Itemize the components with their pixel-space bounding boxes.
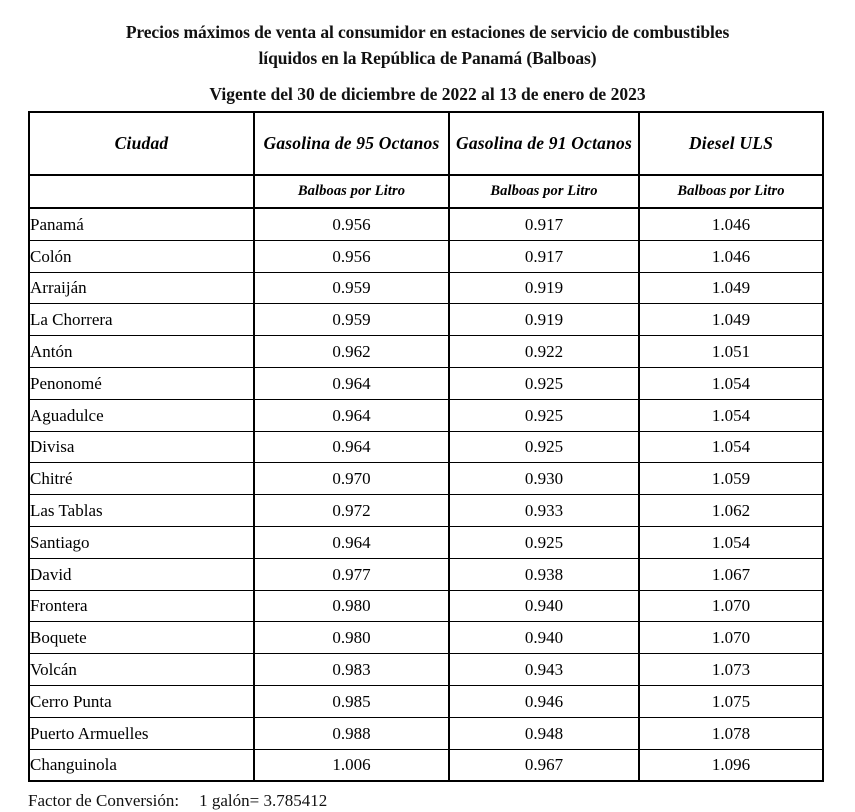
- unit-header-gasoline-91: Balboas por Litro: [449, 175, 639, 208]
- cell-diesel: 1.046: [639, 208, 823, 240]
- cell-city: Volcán: [29, 654, 254, 686]
- cell-diesel: 1.054: [639, 526, 823, 558]
- cell-gasoline-91: 0.938: [449, 558, 639, 590]
- cell-diesel: 1.070: [639, 590, 823, 622]
- cell-gasoline-95: 0.964: [254, 399, 449, 431]
- table-row: [29, 495, 823, 527]
- cell-gasoline-91: 0.919: [449, 272, 639, 304]
- table-body: [29, 208, 823, 781]
- cell-gasoline-95: 0.964: [254, 431, 449, 463]
- table-row: [29, 463, 823, 495]
- cell-diesel: 1.054: [639, 367, 823, 399]
- table-row: [29, 685, 823, 717]
- unit-header-gasoline-95: Balboas por Litro: [254, 175, 449, 208]
- cell-city: Aguadulce: [29, 399, 254, 431]
- cell-diesel: 1.054: [639, 431, 823, 463]
- cell-city: Penonomé: [29, 367, 254, 399]
- table-header-row-main: [29, 112, 823, 175]
- page-title-line-1: Precios máximos de venta al consumidor en estaciones de servicio de combustibles: [125, 22, 730, 42]
- cell-gasoline-95: 1.006: [254, 749, 449, 781]
- cell-gasoline-95: 0.962: [254, 336, 449, 368]
- table-row: [29, 336, 823, 368]
- cell-diesel: 1.067: [639, 558, 823, 590]
- conversion-factor-label: Factor de Conversión:: [28, 791, 180, 811]
- cell-gasoline-95: 0.956: [254, 208, 449, 240]
- table-row: [29, 367, 823, 399]
- cell-city: Colón: [29, 240, 254, 272]
- column-header-diesel: Diesel ULS: [639, 112, 823, 175]
- cell-city: Boquete: [29, 622, 254, 654]
- cell-diesel: 1.046: [639, 240, 823, 272]
- cell-diesel: 1.096: [639, 749, 823, 781]
- cell-gasoline-91: 0.917: [449, 240, 639, 272]
- cell-gasoline-91: 0.967: [449, 749, 639, 781]
- cell-gasoline-91: 0.940: [449, 590, 639, 622]
- cell-gasoline-95: 0.983: [254, 654, 449, 686]
- cell-gasoline-91: 0.943: [449, 654, 639, 686]
- cell-diesel: 1.059: [639, 463, 823, 495]
- cell-city: Cerro Punta: [29, 685, 254, 717]
- unit-header-city-empty: [29, 175, 254, 208]
- column-header-city: Ciudad: [29, 112, 254, 175]
- cell-gasoline-95: 0.977: [254, 558, 449, 590]
- cell-gasoline-95: 0.988: [254, 717, 449, 749]
- table-row: [29, 399, 823, 431]
- cell-gasoline-95: 0.980: [254, 622, 449, 654]
- table-row: [29, 622, 823, 654]
- cell-gasoline-91: 0.922: [449, 336, 639, 368]
- table-row: [29, 272, 823, 304]
- cell-gasoline-95: 0.985: [254, 685, 449, 717]
- cell-city: Arraiján: [29, 272, 254, 304]
- price-table-container: [28, 111, 822, 782]
- cell-diesel: 1.073: [639, 654, 823, 686]
- table-row: [29, 749, 823, 781]
- cell-gasoline-91: 0.917: [449, 208, 639, 240]
- cell-gasoline-91: 0.948: [449, 717, 639, 749]
- cell-gasoline-91: 0.940: [449, 622, 639, 654]
- cell-gasoline-95: 0.964: [254, 526, 449, 558]
- cell-city: Puerto Armuelles: [29, 717, 254, 749]
- column-header-gasoline-95: Gasolina de 95 Octanos: [254, 112, 449, 175]
- table-row: [29, 717, 823, 749]
- table-row: [29, 590, 823, 622]
- cell-city: Santiago: [29, 526, 254, 558]
- conversion-factor-value: 1 galón= 3.785412: [199, 791, 328, 811]
- unit-header-diesel: Balboas por Litro: [639, 175, 823, 208]
- cell-gasoline-91: 0.930: [449, 463, 639, 495]
- cell-gasoline-91: 0.925: [449, 431, 639, 463]
- cell-city: Changuinola: [29, 749, 254, 781]
- cell-city: Frontera: [29, 590, 254, 622]
- table-row: [29, 558, 823, 590]
- table-row: [29, 431, 823, 463]
- cell-diesel: 1.075: [639, 685, 823, 717]
- cell-city: Divisa: [29, 431, 254, 463]
- cell-diesel: 1.051: [639, 336, 823, 368]
- cell-gasoline-95: 0.980: [254, 590, 449, 622]
- cell-gasoline-95: 0.959: [254, 272, 449, 304]
- cell-gasoline-95: 0.964: [254, 367, 449, 399]
- cell-city: David: [29, 558, 254, 590]
- cell-gasoline-95: 0.959: [254, 304, 449, 336]
- cell-diesel: 1.078: [639, 717, 823, 749]
- cell-diesel: 1.054: [639, 399, 823, 431]
- table-header-row-units: [29, 175, 823, 208]
- cell-city: Antón: [29, 336, 254, 368]
- cell-gasoline-91: 0.925: [449, 399, 639, 431]
- cell-gasoline-91: 0.925: [449, 367, 639, 399]
- cell-gasoline-95: 0.970: [254, 463, 449, 495]
- cell-diesel: 1.062: [639, 495, 823, 527]
- cell-city: Las Tablas: [29, 495, 254, 527]
- table-row: [29, 304, 823, 336]
- table-row: [29, 654, 823, 686]
- cell-gasoline-95: 0.956: [254, 240, 449, 272]
- cell-city: Chitré: [29, 463, 254, 495]
- document-title-block: [0, 0, 855, 105]
- column-header-gasoline-91: Gasolina de 91 Octanos: [449, 112, 639, 175]
- cell-city: Panamá: [29, 208, 254, 240]
- cell-gasoline-95: 0.972: [254, 495, 449, 527]
- cell-diesel: 1.049: [639, 272, 823, 304]
- cell-gasoline-91: 0.919: [449, 304, 639, 336]
- page-title-line-2: líquidos en la República de Panamá (Balboas): [258, 48, 597, 68]
- table-row: [29, 526, 823, 558]
- cell-gasoline-91: 0.946: [449, 685, 639, 717]
- table-header: [29, 112, 823, 208]
- table-row: [29, 208, 823, 240]
- cell-gasoline-91: 0.933: [449, 495, 639, 527]
- table-row: [29, 240, 823, 272]
- fuel-price-table: [28, 111, 824, 782]
- cell-gasoline-91: 0.925: [449, 526, 639, 558]
- cell-diesel: 1.070: [639, 622, 823, 654]
- conversion-factor-note: [28, 790, 855, 812]
- cell-city: La Chorrera: [29, 304, 254, 336]
- cell-diesel: 1.049: [639, 304, 823, 336]
- validity-period-subtitle: Vigente del 30 de diciembre de 2022 al 13 de enero de 2023: [209, 84, 646, 104]
